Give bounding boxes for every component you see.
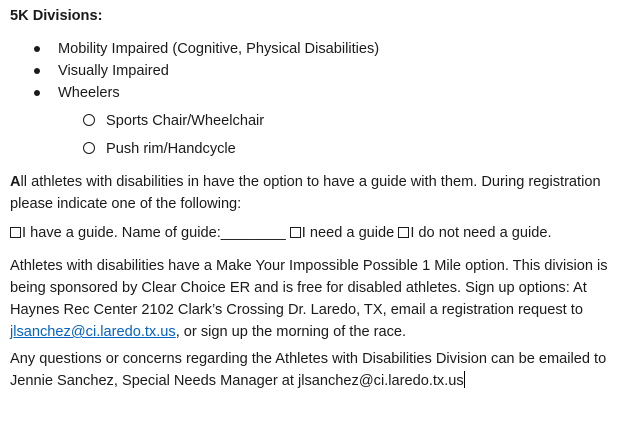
email-link[interactable]: jlsanchez@ci.laredo.tx.us <box>10 324 176 340</box>
checkbox-icon[interactable] <box>398 227 409 238</box>
list-item <box>0 110 264 138</box>
guide-paragraph-text: ll athletes with disabilities in have the option to have a guide with them. During registration please indicate one of the following: <box>10 174 601 212</box>
mile-paragraph-text-after: , or sign up the morning of the race. <box>175 324 407 340</box>
mile-paragraph-text: Athletes with disabilities have a Make Your Impossible Possible 1 Mile option. This division is being sponsored by Clear Choice ER and is free for disabled athletes. Sign up options: At Haynes Rec Center 2102 Clark’s Crossing Dr. Laredo, TX, email a registration request to <box>10 258 608 318</box>
list-item <box>0 60 379 82</box>
wheeler-types-list <box>0 110 264 166</box>
guide-paragraph <box>10 171 638 215</box>
guide-option-none: I do not need a guide. <box>410 225 552 241</box>
division-label: Wheelers <box>58 85 120 101</box>
bullet-dot-icon <box>34 68 40 74</box>
division-label: Visually Impaired <box>58 63 169 79</box>
list-item <box>0 82 379 104</box>
text-cursor <box>464 371 465 388</box>
guide-option-need: I need a guide <box>301 225 399 241</box>
bullet-dot-icon <box>34 90 40 96</box>
guide-option-have: I have a guide. Name of guide:________ <box>22 225 290 241</box>
list-item <box>0 38 379 60</box>
mile-option-paragraph <box>10 255 638 343</box>
checkbox-icon[interactable] <box>10 227 21 238</box>
list-item <box>0 138 264 166</box>
wheeler-type-label: Push rim/Handcycle <box>106 141 236 157</box>
division-label: Mobility Impaired (Cognitive, Physical Disabilities) <box>58 41 380 57</box>
drop-letter: A <box>10 174 21 190</box>
guide-options-line <box>10 222 638 244</box>
bullet-dot-icon <box>34 46 40 52</box>
questions-paragraph <box>10 348 638 392</box>
bullet-circle-icon <box>83 114 95 126</box>
questions-paragraph-text: Any questions or concerns regarding the Athletes with Disabilities Division can be emailed to Jennie Sanchez, Special Needs Manager at jlsanchez@ci.laredo.tx.us <box>10 351 607 389</box>
bullet-circle-icon <box>83 142 95 154</box>
wheeler-type-label: Sports Chair/Wheelchair <box>106 113 265 129</box>
section-heading: 5K Divisions: <box>10 8 103 24</box>
divisions-list <box>0 38 379 104</box>
checkbox-icon[interactable] <box>290 227 301 238</box>
